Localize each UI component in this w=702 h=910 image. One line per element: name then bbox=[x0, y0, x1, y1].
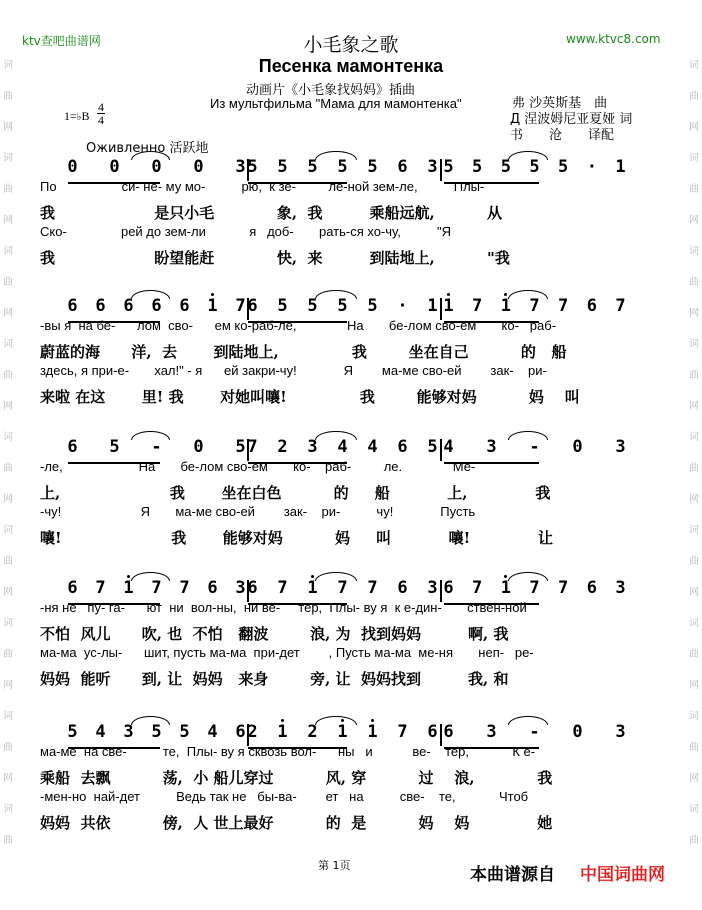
site-right[interactable]: www.ktvc8.com bbox=[566, 32, 661, 46]
note: 5 bbox=[367, 157, 378, 177]
watermark-glyph: 网 bbox=[689, 494, 699, 505]
note: - bbox=[151, 437, 162, 457]
lyrics-russian: -ле, На бе-лом сво-ем ко- раб- ле. Ме- bbox=[40, 459, 476, 474]
key-signature: 1=♭B bbox=[64, 109, 90, 123]
note: 5 bbox=[472, 157, 483, 177]
note: 5 bbox=[558, 157, 569, 177]
note: 5 bbox=[367, 296, 378, 316]
bar-line bbox=[440, 724, 442, 746]
source-label: 本曲谱源自 bbox=[470, 865, 555, 885]
note: 2 bbox=[277, 437, 288, 457]
watermark-glyph: 网 bbox=[3, 680, 13, 691]
note: 6 bbox=[67, 437, 78, 457]
octave-dot bbox=[371, 719, 374, 722]
note: 1 bbox=[427, 296, 438, 316]
note: 1 bbox=[500, 578, 511, 598]
note: 3 bbox=[615, 437, 626, 457]
note: 6 bbox=[397, 578, 408, 598]
watermark-glyph: 词 bbox=[3, 432, 13, 443]
watermark-glyph: 曲 bbox=[689, 370, 699, 381]
note: 6 bbox=[207, 578, 218, 598]
key-note: B bbox=[81, 109, 90, 123]
slur bbox=[508, 431, 548, 440]
slur bbox=[131, 572, 170, 581]
note: 1 bbox=[207, 296, 218, 316]
note: 5 bbox=[247, 157, 258, 177]
score-line bbox=[0, 437, 702, 547]
note: 3 bbox=[307, 437, 318, 457]
watermark-glyph: 词 bbox=[3, 618, 13, 629]
note: 6 bbox=[247, 578, 258, 598]
note: 3 bbox=[123, 722, 134, 742]
watermark-glyph: 词 bbox=[689, 153, 699, 164]
note: 1 bbox=[307, 578, 318, 598]
lyrics-chinese: 嚷! 我 能够对妈 妈 叫 嚷! 让 bbox=[40, 529, 554, 547]
bar-line bbox=[440, 439, 442, 461]
watermark-glyph: 网 bbox=[3, 773, 13, 784]
slur bbox=[508, 572, 548, 581]
note: 5 bbox=[277, 296, 288, 316]
lyrics-chinese: 我 是只小毛 象, 我 乘船远航, 从 bbox=[40, 204, 502, 222]
watermark-glyph: 曲 bbox=[689, 91, 699, 102]
note: 7 bbox=[337, 578, 348, 598]
watermark-glyph: 网 bbox=[689, 122, 699, 133]
slur bbox=[315, 290, 357, 299]
site-left[interactable]: ktv查吧曲谱网 bbox=[22, 34, 101, 48]
tempo-marking: Оживленно 活跃地 bbox=[86, 141, 209, 156]
note: 4 bbox=[367, 437, 378, 457]
watermark-glyph: 曲 bbox=[689, 463, 699, 474]
lyrics-russian: -мен-но най-дет Ведь так не бы-ва- ет на све- те, Чтоб bbox=[40, 789, 529, 804]
lyricist-credit: Д 涅波姆尼亚夏娅 词 bbox=[510, 112, 633, 127]
lyrics-russian: ма-ме на све- те, Плы- ву я сквозь вол- ны и ве- тер, К е- bbox=[40, 744, 536, 759]
watermark-glyph: 网 bbox=[3, 587, 13, 598]
watermark-glyph: 网 bbox=[3, 308, 13, 319]
note: 5 bbox=[427, 437, 438, 457]
lyrics-chinese: 妈妈 共依 傍, 人 世上最好 的 是 妈 妈 她 bbox=[40, 814, 553, 832]
watermark-glyph: 词 bbox=[3, 711, 13, 722]
note: 4 bbox=[207, 722, 218, 742]
note: 3 bbox=[235, 157, 246, 177]
watermark-glyph: 词 bbox=[3, 804, 13, 815]
note: 3 bbox=[615, 578, 626, 598]
watermark-glyph: 词 bbox=[689, 60, 699, 71]
note: 6 bbox=[179, 296, 190, 316]
time-top: 4 bbox=[98, 100, 104, 114]
note: 0 bbox=[151, 157, 162, 177]
note: 0 bbox=[572, 722, 583, 742]
slur bbox=[315, 431, 357, 440]
note: 6 bbox=[586, 296, 597, 316]
title-chinese: 小毛象之歌 bbox=[303, 34, 399, 56]
watermark-glyph: 曲 bbox=[689, 277, 699, 288]
key-label: 1= bbox=[64, 109, 77, 123]
composer-credit: 弗 沙英斯基 曲 bbox=[512, 96, 608, 111]
octave-dot bbox=[504, 575, 507, 578]
note: 5 bbox=[337, 157, 348, 177]
watermark-glyph: 曲 bbox=[689, 742, 699, 753]
octave-dot bbox=[447, 293, 450, 296]
watermark-glyph: 词 bbox=[3, 339, 13, 350]
time-signature bbox=[97, 101, 105, 126]
note: 5 bbox=[307, 157, 318, 177]
watermark-glyph: 词 bbox=[3, 525, 13, 536]
lyrics-chinese: 乘船 去飘 荡, 小 船儿穿过 风, 穿 过 浪, 我 bbox=[40, 769, 553, 787]
slur bbox=[508, 151, 548, 160]
note: 4 bbox=[337, 437, 348, 457]
note: 5 bbox=[337, 296, 348, 316]
note: 5 bbox=[235, 437, 246, 457]
bar-line bbox=[440, 159, 442, 181]
watermark-glyph: 词 bbox=[689, 804, 699, 815]
note: 6 bbox=[151, 296, 162, 316]
note: 5 bbox=[179, 722, 190, 742]
watermark-glyph: 网 bbox=[3, 215, 13, 226]
octave-dot bbox=[281, 719, 284, 722]
time-bottom: 4 bbox=[98, 113, 104, 127]
octave-dot bbox=[211, 293, 214, 296]
note: 7 bbox=[179, 578, 190, 598]
note: 1 bbox=[615, 157, 626, 177]
note: 3 bbox=[486, 437, 497, 457]
slur bbox=[315, 716, 357, 725]
watermark-glyph: 网 bbox=[3, 122, 13, 133]
note: · bbox=[586, 157, 597, 177]
watermark-glyph: 网 bbox=[3, 494, 13, 505]
lyrics-chinese: 来啦 在这 里! 我 对她叫嚷! 我 能够对妈 妈 叫 bbox=[40, 388, 580, 406]
note: 1 bbox=[277, 722, 288, 742]
note: 1 bbox=[500, 296, 511, 316]
note: 5 bbox=[443, 157, 454, 177]
translator-credit: 书 沧 译配 bbox=[510, 128, 615, 143]
note: 7 bbox=[558, 578, 569, 598]
note: 6 bbox=[443, 722, 454, 742]
score-line bbox=[0, 296, 702, 406]
watermark-glyph: 曲 bbox=[3, 556, 13, 567]
watermark-glyph: 网 bbox=[689, 215, 699, 226]
watermark-glyph: 词 bbox=[689, 339, 699, 350]
watermark-glyph: 曲 bbox=[3, 277, 13, 288]
watermark-glyph: 网 bbox=[689, 308, 699, 319]
note: 3 bbox=[486, 722, 497, 742]
note: 7 bbox=[529, 578, 540, 598]
note: 7 bbox=[472, 578, 483, 598]
note: 7 bbox=[558, 296, 569, 316]
score-line bbox=[0, 578, 702, 688]
octave-dot bbox=[311, 575, 314, 578]
note: 6 bbox=[443, 578, 454, 598]
note: 5 bbox=[277, 157, 288, 177]
note: - bbox=[529, 437, 540, 457]
note: · bbox=[397, 296, 408, 316]
source-site-link[interactable]: 中国词曲网 bbox=[580, 865, 665, 885]
lyrics-chinese: 我 盼望能赶 快, 来 到陆地上, "我 bbox=[40, 249, 510, 267]
note: 1 bbox=[443, 296, 454, 316]
lyrics-russian: -чу! Я ма-ме сво-ей зак- ри- чу! Пусть bbox=[40, 504, 476, 519]
slur bbox=[508, 290, 548, 299]
slur bbox=[315, 572, 357, 581]
lyrics-russian: ма-ма ус-лы- шит, пусть ма-ма при-дет , Пусть ма-ма ме-ня неп- ре- bbox=[40, 645, 534, 660]
subtitle-russian: Из мультфильма "Мама для мамонтенка" bbox=[210, 96, 462, 111]
note: 5 bbox=[307, 296, 318, 316]
note: 0 bbox=[193, 157, 204, 177]
watermark-glyph: 曲 bbox=[689, 649, 699, 660]
watermark-glyph: 曲 bbox=[689, 556, 699, 567]
slur bbox=[131, 431, 170, 440]
note: 7 bbox=[615, 296, 626, 316]
note: 5 bbox=[500, 157, 511, 177]
watermark-glyph: 词 bbox=[3, 60, 13, 71]
note: 6 bbox=[397, 157, 408, 177]
lyrics-chinese: 妈妈 能听 到, 让 妈妈 来身 旁, 让 妈妈找到 我, 和 bbox=[40, 670, 509, 688]
note: 6 bbox=[67, 296, 78, 316]
note: 3 bbox=[427, 157, 438, 177]
lyrics-russian: По си- не- му мо- рю, к зе- ле-ной зем-ле, Плы- bbox=[40, 179, 485, 194]
watermark-glyph: 词 bbox=[689, 618, 699, 629]
watermark-glyph: 词 bbox=[689, 432, 699, 443]
note: - bbox=[529, 722, 540, 742]
note: 3 bbox=[615, 722, 626, 742]
note: 6 bbox=[586, 578, 597, 598]
note: 1 bbox=[337, 722, 348, 742]
score-line bbox=[0, 157, 702, 267]
watermark-glyph: 曲 bbox=[3, 742, 13, 753]
bar-line bbox=[440, 298, 442, 320]
note: 3 bbox=[235, 578, 246, 598]
watermark-glyph: 曲 bbox=[689, 184, 699, 195]
note: 6 bbox=[123, 296, 134, 316]
watermark-glyph: 网 bbox=[689, 587, 699, 598]
watermark-glyph: 网 bbox=[689, 773, 699, 784]
title-russian: Песенка мамонтенка bbox=[258, 56, 444, 76]
note: 0 bbox=[109, 157, 120, 177]
lyrics-chinese: 不怕 风儿 吹, 也 不怕 翻波 浪, 为 找到妈妈 啊, 我 bbox=[40, 625, 509, 643]
lyrics-russian: -вы я на бе- лом сво- ем ко-раб-ле, На бе-лом сво-ем ко- раб- bbox=[40, 318, 557, 333]
note: 7 bbox=[529, 296, 540, 316]
note: 5 bbox=[529, 157, 540, 177]
note: 7 bbox=[472, 296, 483, 316]
note: 7 bbox=[397, 722, 408, 742]
note: 2 bbox=[307, 722, 318, 742]
slur bbox=[315, 151, 357, 160]
note: 7 bbox=[95, 578, 106, 598]
octave-dot bbox=[127, 575, 130, 578]
lyrics-russian: Ско- рей до зем-ли я доб- рать-ся хо-чу, "Я bbox=[40, 224, 451, 239]
watermark-glyph: 曲 bbox=[3, 91, 13, 102]
watermark-glyph: 曲 bbox=[3, 184, 13, 195]
watermark-glyph: 曲 bbox=[3, 649, 13, 660]
watermark-glyph: 曲 bbox=[689, 835, 699, 846]
note: 7 bbox=[235, 296, 246, 316]
watermark-glyph: 网 bbox=[3, 401, 13, 412]
note: 7 bbox=[277, 578, 288, 598]
note: 6 bbox=[247, 296, 258, 316]
note: 4 bbox=[443, 437, 454, 457]
note: 0 bbox=[572, 437, 583, 457]
watermark-glyph: 曲 bbox=[3, 370, 13, 381]
note: 1 bbox=[367, 722, 378, 742]
note: 5 bbox=[151, 722, 162, 742]
octave-dot bbox=[504, 293, 507, 296]
slur bbox=[131, 290, 170, 299]
note: 6 bbox=[397, 437, 408, 457]
note: 4 bbox=[95, 722, 106, 742]
watermark-glyph: 曲 bbox=[3, 835, 13, 846]
note: 5 bbox=[67, 722, 78, 742]
note: 7 bbox=[367, 578, 378, 598]
watermark-glyph: 词 bbox=[3, 246, 13, 257]
lyrics-russian: -ня не пу- га- ют ни вол-ны, ни ве- тер, Плы- ву я к е-дин- ствен-ной bbox=[40, 600, 527, 615]
watermark-glyph: 词 bbox=[689, 246, 699, 257]
note: 5 bbox=[109, 437, 120, 457]
watermark-glyph: 网 bbox=[689, 401, 699, 412]
lyrics-russian: здесь, я при-е- хал!" - я ей закри-чу! Я ма-ме сво-ей зак- ри- bbox=[40, 363, 547, 378]
note: 2 bbox=[247, 722, 258, 742]
note: 3 bbox=[427, 578, 438, 598]
slur bbox=[131, 716, 170, 725]
score-line bbox=[0, 722, 702, 832]
page-number: 第 1页 bbox=[318, 859, 351, 872]
note: 6 bbox=[427, 722, 438, 742]
note: 0 bbox=[67, 157, 78, 177]
subtitle-chinese: 动画片《小毛象找妈妈》插曲 bbox=[246, 83, 416, 98]
note: 6 bbox=[95, 296, 106, 316]
lyrics-chinese: 上, 我 坐在白色 的 船 上, 我 bbox=[40, 484, 551, 502]
note: 7 bbox=[247, 437, 258, 457]
note: 1 bbox=[123, 578, 134, 598]
slur bbox=[508, 716, 548, 725]
bar-line bbox=[440, 580, 442, 602]
watermark-glyph: 曲 bbox=[3, 463, 13, 474]
note: 6 bbox=[67, 578, 78, 598]
watermark-glyph: 词 bbox=[689, 525, 699, 536]
watermark-glyph: 词 bbox=[3, 153, 13, 164]
note: 7 bbox=[151, 578, 162, 598]
note: 6 bbox=[235, 722, 246, 742]
watermark-glyph: 网 bbox=[689, 680, 699, 691]
note: 0 bbox=[193, 437, 204, 457]
lyrics-chinese: 蔚蓝的海 洋, 去 到陆地上, 我 坐在自己 的 船 bbox=[40, 343, 567, 361]
watermark-glyph: 词 bbox=[689, 711, 699, 722]
